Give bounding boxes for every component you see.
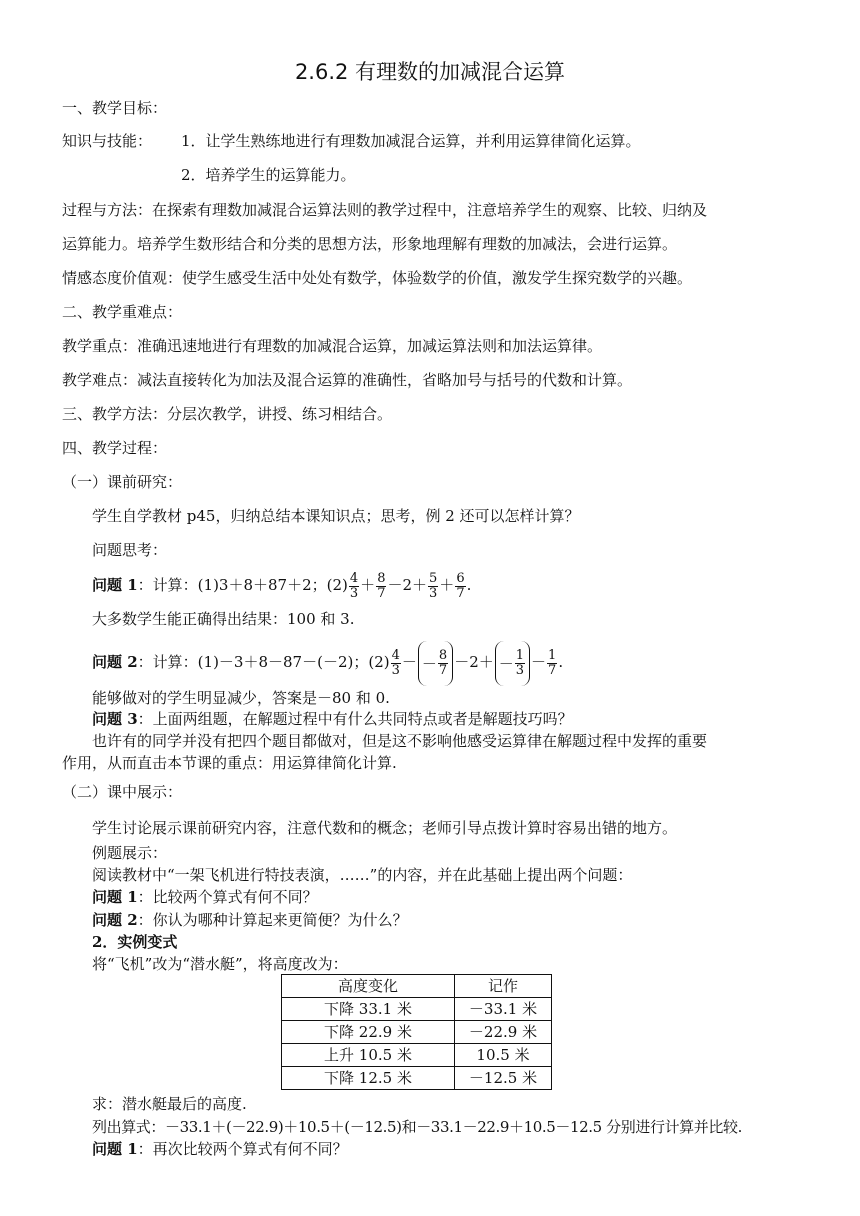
ask-text: 求：潜水艇最后的高度. [92,1095,247,1113]
fraction: $\frac{6}{7}$ [456,570,465,601]
process-line-1: 过程与方法：在探索有理数加减混合运算法则的教学过程中，注意培养学生的观察、比较、归纳及 [62,201,708,219]
question-label: 问题 3 [92,710,138,728]
knowledge-label: 知识与技能： [62,132,153,150]
table-cell: 下降 12.5 米 [282,1067,455,1090]
subsection-in-class: （二）课中展示： [62,783,183,801]
process-line-2: 运算能力。培养学生数形结合和分类的思想方法，形象地理解有理数的加减法，会进行运算。 [62,235,678,253]
show-text: 学生讨论展示课前研究内容，注意代数和的概念；老师引导点拨计算时容易出错的地方。 [92,819,678,837]
table-header-row [282,975,552,998]
question-label: 问题 1 [92,888,138,906]
operator: －2＋ [387,576,428,594]
emotion-line: 情感态度价值观：使学生感受生活中处处有数学，体验数学的价值，激发学生探究数学的兴趣。 [62,269,693,287]
parenthesis-group: － $\frac{8}{7}$ [418,641,453,686]
question-simpler [92,910,408,930]
question-compare [92,887,318,907]
question-thinking: 问题思考： [92,541,168,559]
knowledge-item-2: 2．培养学生的运算能力。 [181,166,356,184]
question-compare-again [92,1139,348,1159]
answer-2: 能够做对的学生明显减少，答案是－80 和 0. [92,689,390,707]
table-cell: －22.9 米 [455,1021,552,1044]
operator: －2＋ [454,653,494,671]
question-label: 问题 1 [92,1140,138,1158]
table-cell: －33.1 米 [455,998,552,1021]
reading-text: 阅读教材中“一架飞机进行特技表演，……”的内容，并在此基础上提出两个问题： [92,866,633,884]
table-header: 高度变化 [282,975,455,998]
question-1-line [92,570,471,601]
period: . [466,576,472,594]
fraction: $\frac{1}{3}$ [515,648,525,678]
knowledge-item-1: 1．让学生熟练地进行有理数加减混合运算，并利用运算律简化运算。 [181,132,641,150]
answer-1: 大多数学生能正确得出结果：100 和 3. [92,610,355,628]
table-cell: 下降 22.9 米 [282,1021,455,1044]
section-key-points: 二、教学重难点： [62,303,183,321]
question-text: ：再次比较两个算式有何不同？ [137,1140,348,1158]
height-change-table [281,974,552,1090]
question-label: 问题 2 [92,653,138,671]
fraction: $\frac{4}{3}$ [349,570,359,601]
table-cell: 10.5 米 [455,1044,552,1067]
table-cell: 下降 33.1 米 [282,998,455,1021]
difficulty-point: 教学难点：减法直接转化为加法及混合运算的准确性，省略加号与括号的代数和计算。 [62,371,633,389]
question-2-line [92,640,563,686]
fraction: $\frac{8}{7}$ [438,648,448,678]
fraction: $\frac{5}{3}$ [429,570,438,601]
operator: － [531,653,547,671]
question-text: ：上面两组题，在解题过程中有什么共同特点或者是解题技巧吗？ [137,710,573,728]
question-3 [92,709,573,729]
question-text: ：计算：(1)－3＋8－87－(－2)；(2) [137,653,390,671]
paragraph-line-1: 也许有的同学并没有把四个题目都做对，但是这不影响他感受运算律在解题过程中发挥的重要 [92,732,708,750]
subsection-pre-study: （一）课前研究： [62,473,183,491]
table-cell: 上升 10.5 米 [282,1044,455,1067]
fraction: $\frac{4}{3}$ [391,647,400,678]
operator: ＋ [360,576,376,594]
table-row [282,998,552,1021]
operator: － [401,653,417,671]
table-row [282,1067,552,1090]
example-variant-title: 2．实例变式 [92,933,178,951]
page-title: 2.6.2 有理数的加减混合运算 [294,60,566,84]
table-cell: －12.5 米 [455,1067,552,1090]
question-text: ：你认为哪种计算起来更简便？为什么？ [137,911,408,929]
operator: ＋ [439,576,455,594]
table-row [282,1044,552,1067]
period: . [558,653,564,671]
parenthesis-group: － $\frac{1}{3}$ [495,641,530,686]
question-label: 问题 2 [92,911,138,929]
fraction: $\frac{1}{7}$ [548,647,557,678]
section-methods: 三、教学方法：分层次教学，讲授、练习相结合。 [62,405,393,423]
question-text: ：计算：(1)3＋8＋87＋2；(2) [137,576,348,594]
section-process: 四、教学过程： [62,439,168,457]
fraction: $\frac{8}{7}$ [377,570,386,601]
example-intro: 将“飞机”改为“潜水艇”，将高度改为： [92,955,348,973]
table-row [282,1021,552,1044]
section-objectives: 一、教学目标： [62,99,168,117]
example-label: 例题展示： [92,844,168,862]
paragraph-line-2: 作用，从而直击本节课的重点：用运算律简化计算. [62,754,397,772]
pre-study-text: 学生自学教材 p45，归纳总结本课知识点；思考，例 2 还可以怎样计算？ [92,507,580,525]
table-header: 记作 [455,975,552,998]
question-label: 问题 1 [92,576,138,594]
formula-text: 列出算式：－33.1＋(－22.9)＋10.5＋(－12.5)和－33.1－22.9＋10.5－12.5 分别进行计算并比较. [92,1118,742,1136]
key-point: 教学重点：准确迅速地进行有理数的加减混合运算，加减运算法则和加法运算律。 [62,337,603,355]
question-text: ：比较两个算式有何不同？ [137,888,318,906]
